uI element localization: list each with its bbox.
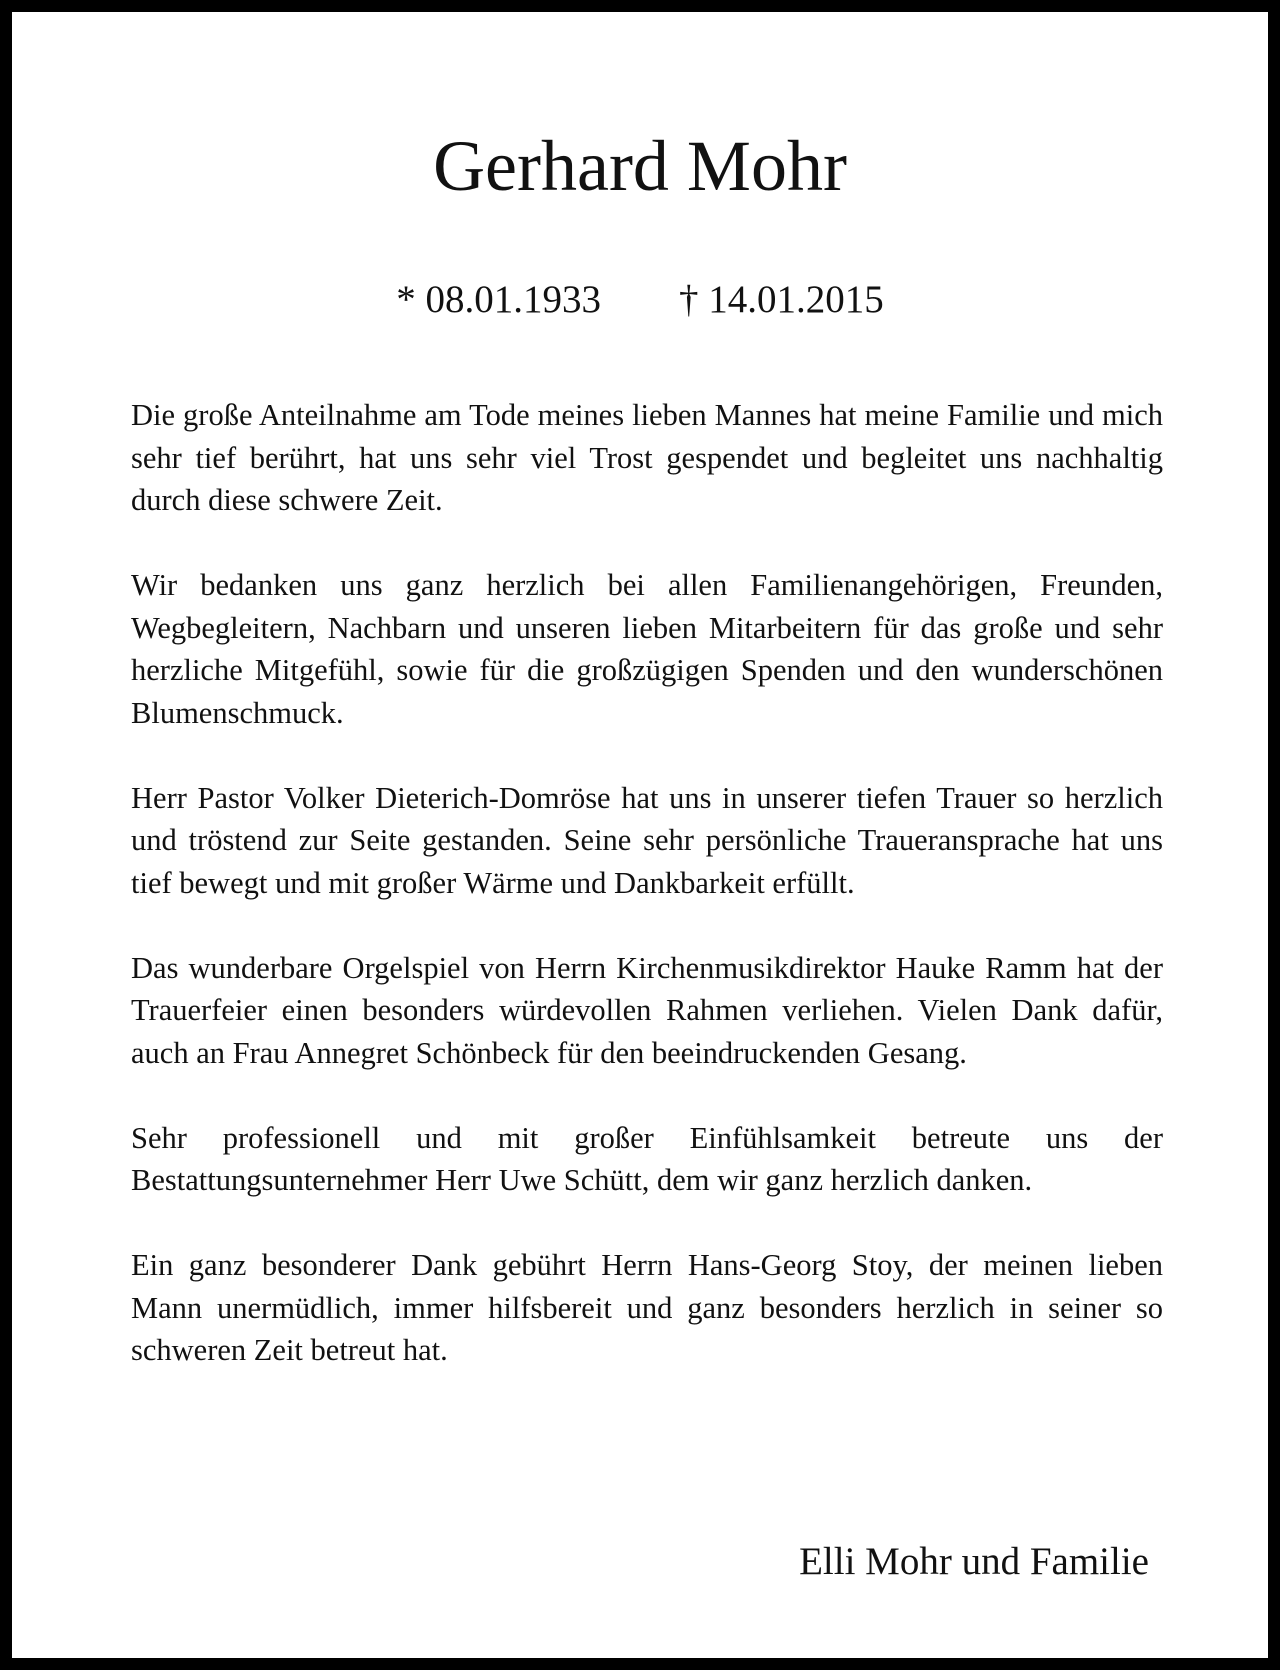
paragraph-special-thanks: Ein ganz besonderer Dank gebührt Herrn Hans-Georg Stoy, der meinen lieben Mann unermüdlich, immer hilfsbereit und ganz besonders herzlich in seiner so schweren Zeit betreut hat. (131, 1248, 1163, 1367)
paragraph-thanks-undertaker: Sehr professionell und mit großer Einfühlsamkeit betreute uns der Bestattungsunternehmer Herr Uwe Schütt, dem wir ganz herzlich danken. (131, 1120, 1163, 1197)
paragraph-thanks-pastor: Herr Pastor Volker Dieterich-Domröse hat uns in unserer tiefen Trauer so herzlich und tröstend zur Seite gestanden. Seine sehr persönliche Traueransprache hat uns tief bewegt und mit großer Wärme und Dankbarkeit erfüllt. (131, 780, 1163, 900)
life-dates (12, 280, 1268, 319)
paragraph-sympathy: Die große Anteilnahme am Tode meines lieben Mannes hat meine Familie und mich sehr tief berührt, hat uns sehr viel Trost gespendet und begleitet uns nachhaltig durch diese schwere Zeit. (131, 398, 1163, 517)
paragraph-thanks-family-friends: Wir bedanken uns ganz herzlich bei allen Familienangehörigen, Freunden, Wegbegleitern, Nachbarn und unseren lieben Mitarbeitern für das große und sehr herzliche Mitgefühl, sowie für die großzügigen Spenden und den wunderschönen Blumenschmuck. (131, 568, 1163, 730)
signature: Elli Mohr und Familie (799, 1540, 1149, 1583)
paragraph-thanks-music: Das wunderbare Orgelspiel von Herrn Kirchenmusikdirektor Hauke Ramm hat der Trauerfeier einen besonders würdevollen Rahmen verliehen. Vielen Dank dafür, auch an Frau Annegret Schönbeck für den beeindruckenden Gesang. (131, 950, 1163, 1070)
birth-date: * 08.01.1933 (396, 278, 601, 321)
notice-body (131, 394, 1163, 1414)
death-date: † 14.01.2015 (679, 278, 884, 321)
deceased-name: Gerhard Mohr (433, 126, 847, 206)
